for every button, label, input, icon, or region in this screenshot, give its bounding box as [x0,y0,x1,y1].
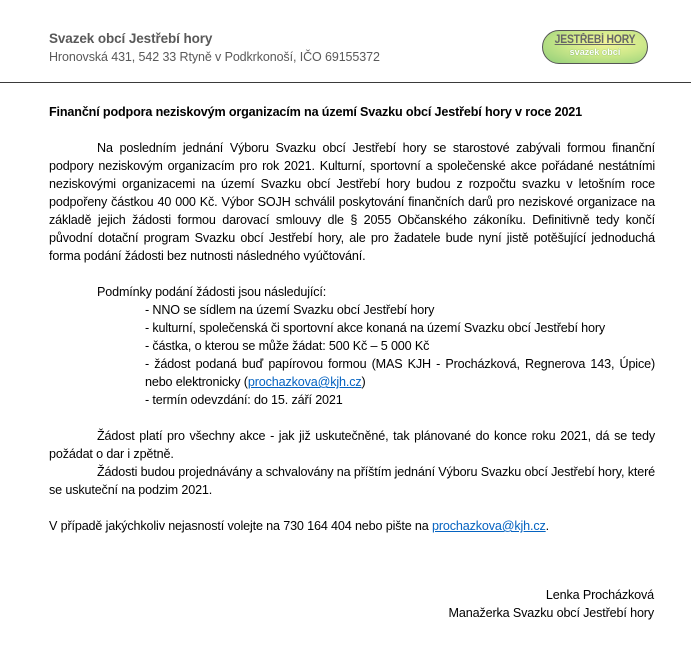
spacer [49,265,655,283]
contact-suffix: . [545,519,550,533]
logo-title: JESTŘEBÍ HORY [554,34,636,46]
organization-name: Svazek obcí Jestřebí hory [49,31,213,46]
condition-item: - kulturní, společenská či sportovní akce konaná na území Svazku obcí Jestřebí hory [145,321,606,335]
header-divider [0,82,691,83]
document-body [49,103,655,535]
conditions-heading: Podmínky podání žádosti jsou následující: [97,285,327,299]
contact-text: V případě jakýchkoliv nejasností volejte na 730 164 404 nebo pište na [49,519,432,533]
condition-item: - NNO se sídlem na území Svazku obcí Jestřebí hory [145,303,435,317]
spacer [49,409,655,427]
signature-name: Lenka Procházková [545,588,654,602]
organization-logo [542,30,648,64]
conditions-list [145,301,655,409]
document-title: Finanční podpora neziskovým organizacím na území Svazku obcí Jestřebí hory v roce 2021 [49,105,583,119]
signature-block [449,586,654,622]
contact-paragraph [49,517,655,535]
contact-email-link[interactable]: prochazkova@kjh.cz [431,519,546,533]
letterhead [0,0,692,84]
email-link[interactable]: prochazkova@kjh.cz [247,375,362,389]
condition-text: - žádost podaná buď papírovou formou (MAS KJH - Procházková, Regnerova 143, Úpice) nebo elektronicky ( [145,357,655,389]
intro-paragraph: Na posledním jednání Výboru Svazku obcí Jestřebí hory se starostové zabývali formou finanční podpory neziskovým organizacím pro rok 2021. Kulturní, sportovní a společenské akce pořádané nestátními neziskovými organizacemi na území Svazku obcí Jestřebí hory budou z rozpočtu svazku v letošním roce podpořeny částkou 40 000 Kč. Výbor SOJH schválil poskytování finančních darů pro neziskové organizace na základě jejich žádosti formou darovací smlouvy dle § 2055 Občanského zákoníku. Definitivně tedy končí původní dotační program Svazku obcí Jestřebí hory, ale pro žadatele bude nyní jistě potěšující jednoduchá forma podání žádosti bez nutnosti následného vyúčtování. [49,141,655,263]
review-paragraph: Žádosti budou projednávány a schvalovány na příštím jednání Výboru Svazku obcí Jestřebí hory, které se uskuteční na podzim 2021. [49,465,655,497]
validity-paragraph: Žádost platí pro všechny akce - jak již uskutečněné, tak plánované do konce roku 2021, dá se tedy požádat o dar i zpětně. [49,429,655,461]
spacer [49,499,655,517]
logo-subtitle: svazek obcí [569,47,621,58]
spacer [49,121,655,139]
signature-role: Manažerka Svazku obcí Jestřebí hory [448,606,654,620]
condition-item [145,355,655,391]
organization-address: Hronovská 431, 542 33 Rtyně v Podkrkonoší, IČO 69155372 [49,50,380,64]
condition-item: - částka, o kterou se může žádat: 500 Kč – 5 000 Kč [145,339,430,353]
condition-text-suffix: ) [361,375,366,389]
condition-item: - termín odevzdání: do 15. září 2021 [145,393,343,407]
